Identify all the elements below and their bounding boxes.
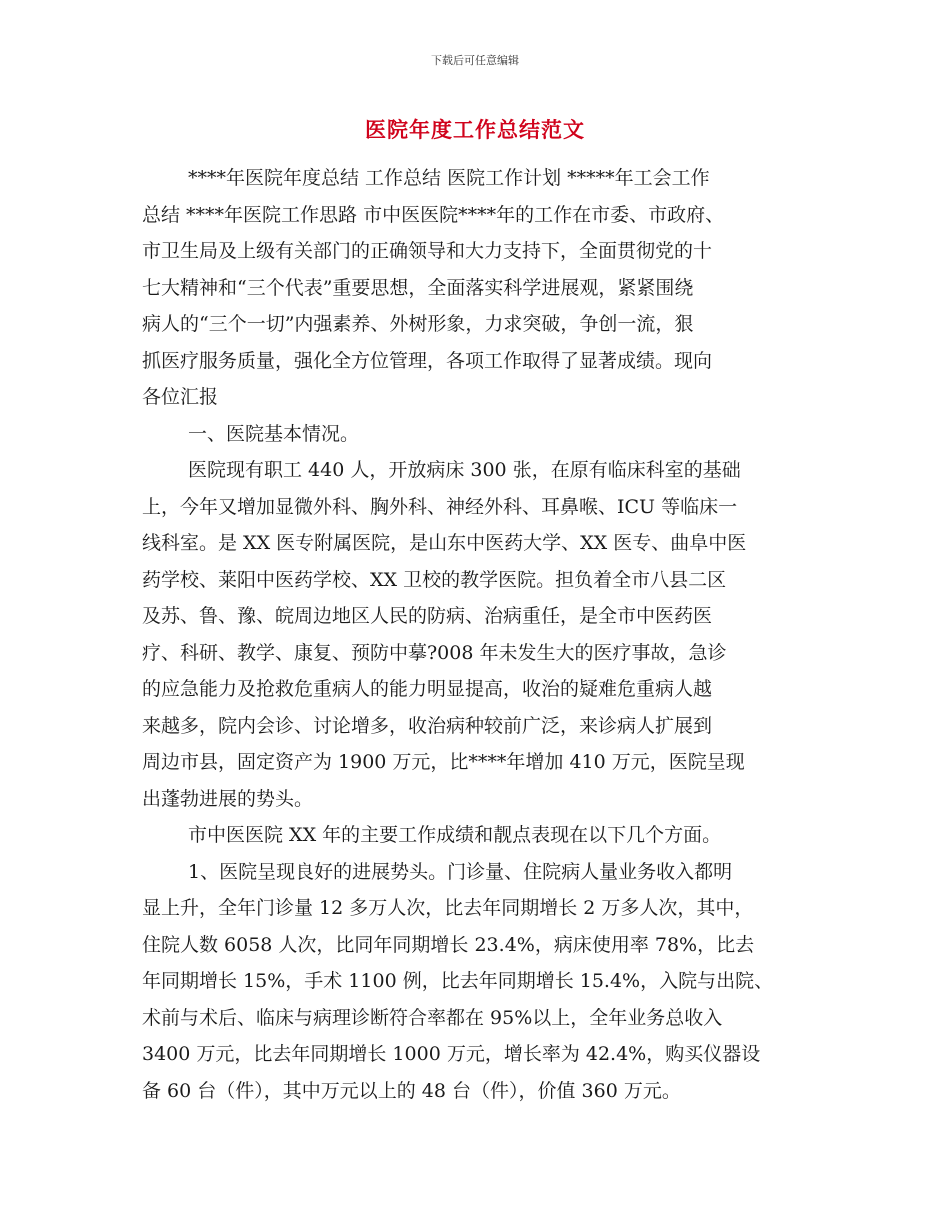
text-line: 及苏、鲁、豫、皖周边地区人民的防病、治病重任，是全市中医药医 bbox=[142, 605, 713, 627]
text-line: 术前与术后、临床与病理诊断符合率都在 95%以上，全年业务总收入 bbox=[142, 1006, 723, 1029]
text-line: 七大精神和“三个代表”重要思想，全面落实科学进展观，紧紧围绕 bbox=[142, 276, 694, 299]
text-line: 出蓬勃进展的势头。 bbox=[142, 787, 314, 810]
text-line: 药学校、莱阳中医药学校、XX 卫校的教学医院。担负着全市八县二区 bbox=[142, 568, 727, 591]
text-line: 住院人数 6058 人次，比同年同期增长 23.4%，病床使用率 78%，比去 bbox=[142, 933, 755, 956]
text-line: 备 60 台（件），其中万元以上的 48 台（件），价值 360 万元。 bbox=[142, 1079, 681, 1102]
text-line: 病人的“三个一切”内强素养、外树形象，力求突破，争创一流，狠 bbox=[142, 313, 694, 335]
text-line: 周边市县，固定资产为 1900 万元，比****年增加 410 万元，医院呈现 bbox=[142, 751, 745, 773]
text-line: 线科室。是 XX 医专附属医院，是山东中医药大学、XX 医专、曲阜中医 bbox=[142, 532, 747, 554]
text-line: 3400 万元，比去年同期增长 1000 万元，增长率为 42.4%，购买仪器设 bbox=[142, 1043, 761, 1065]
text-line: 的应急能力及抢救危重病人的能力明显提高，收治的疑难危重病人越 bbox=[142, 678, 713, 700]
text-line: 总结 ****年医院工作思路 市中医医院****年的工作在市委、市政府、 bbox=[142, 203, 725, 226]
text-line: 上，今年又增加显微外科、胸外科、神经外科、耳鼻喉、ICU 等临床一 bbox=[142, 495, 738, 518]
text-line: 来越多，院内会诊、讨论增多，收治病种较前广泛，来诊病人扩展到 bbox=[142, 714, 713, 737]
section-heading: 一、医院基本情况。 bbox=[188, 422, 360, 445]
text-line: 年同期增长 15%，手术 1100 例，比去年同期增长 15.4%，入院与出院、 bbox=[142, 970, 774, 992]
text-line: 1、医院呈现良好的进展势头。门诊量、住院病人量业务收入都明 bbox=[188, 860, 733, 883]
text-line: 医院现有职工 440 人，开放病床 300 张，在原有临床科室的基础 bbox=[188, 459, 741, 481]
text-line: 抓医疗服务质量，强化全方位管理，各项工作取得了显著成绩。现向 bbox=[142, 349, 713, 372]
text-line: 各位汇报 bbox=[142, 386, 219, 408]
document-body bbox=[142, 160, 832, 1109]
text-line: 显上升，全年门诊量 12 多万人次，比去年同期增长 2 万多人次，其中， bbox=[142, 897, 754, 919]
text-line: 市中医医院 XX 年的主要工作成绩和靓点表现在以下几个方面。 bbox=[188, 824, 722, 846]
text-line: 疗、科研、教学、康复、预防中摹?008 年未发生大的医疗事故，急诊 bbox=[142, 641, 727, 664]
text-line: ****年医院年度总结 工作总结 医院工作计划 *****年工会工作 bbox=[188, 167, 710, 189]
page-header-note: 下载后可任意编辑 bbox=[431, 54, 519, 67]
document-title: 医院年度工作总结范文 bbox=[365, 117, 585, 142]
text-line: 市卫生局及上级有关部门的正确领导和大力支持下，全面贯彻党的十 bbox=[142, 240, 713, 262]
